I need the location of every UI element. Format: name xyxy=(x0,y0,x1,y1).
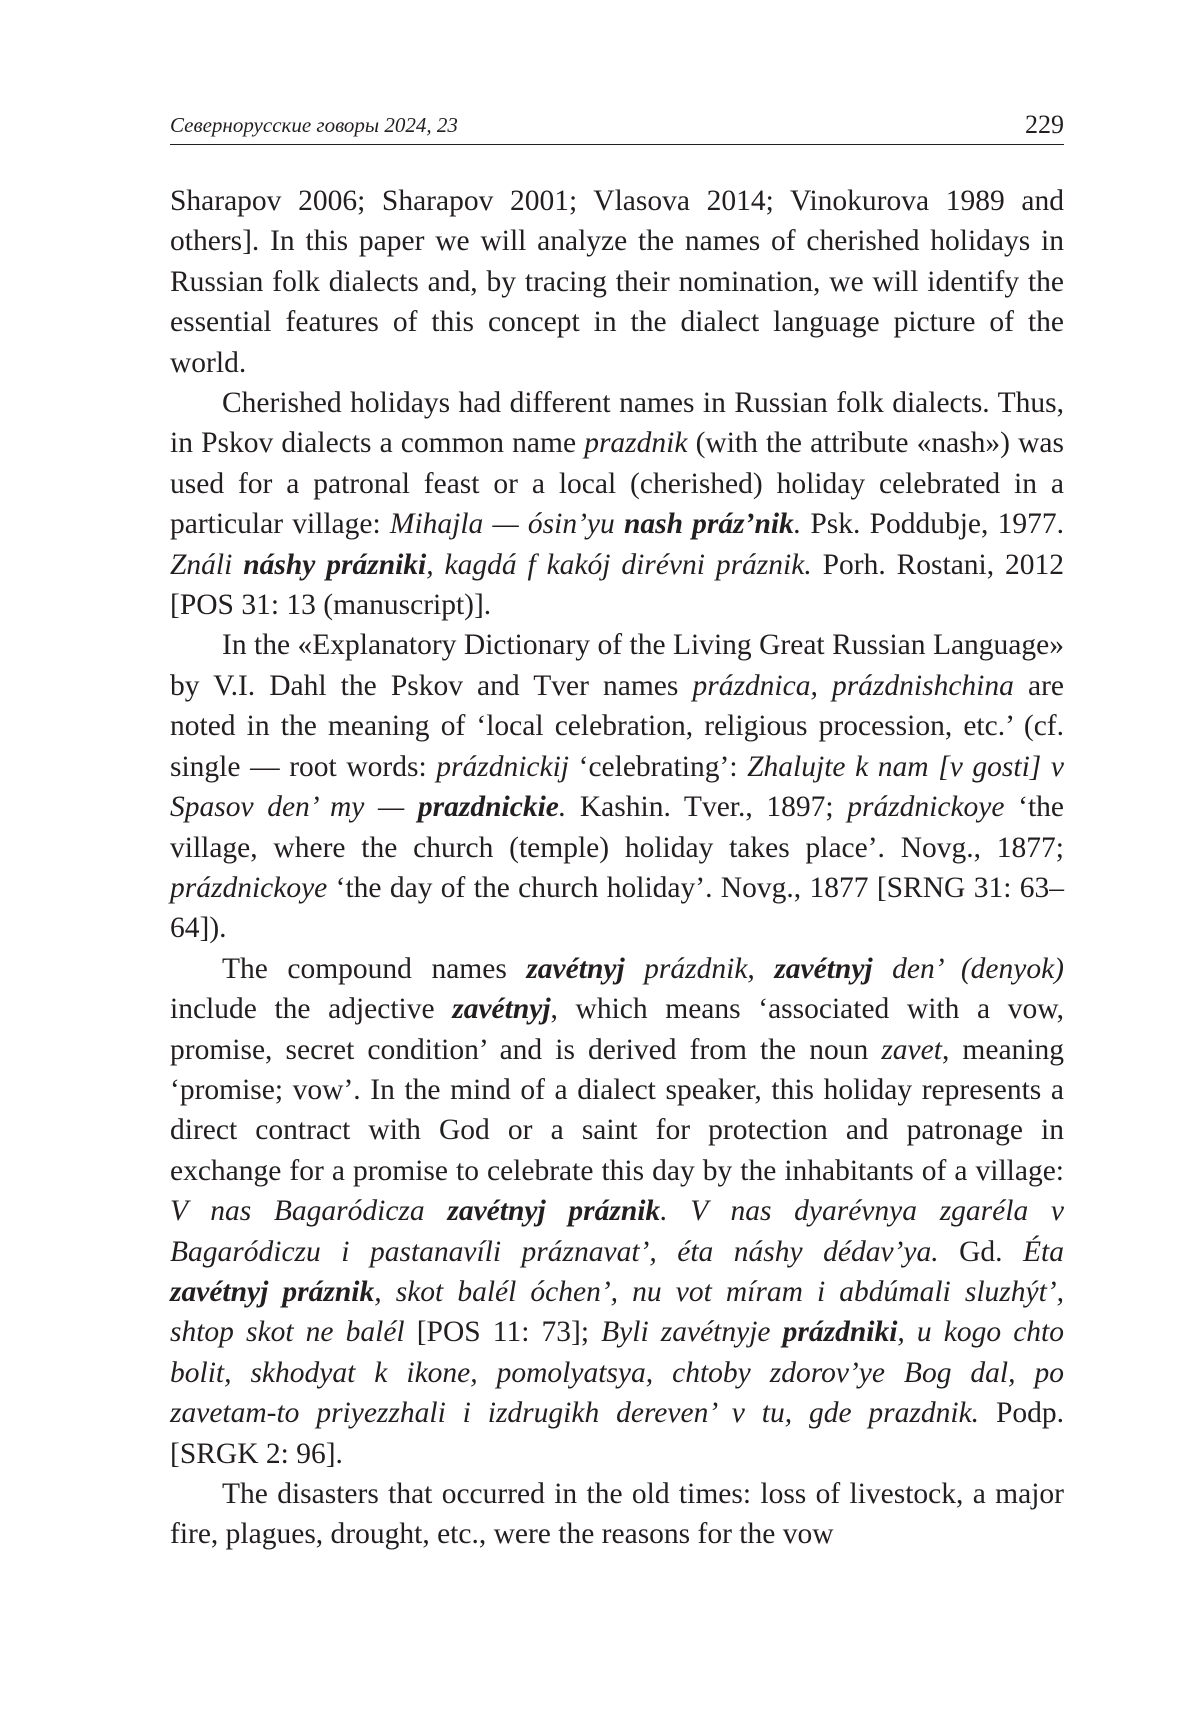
body-text xyxy=(170,181,1064,1555)
italic-run: Zhalujte k nam [v gosti] v Spasov den’ my — xyxy=(170,750,1064,824)
italic-run: prazdnik xyxy=(584,427,688,460)
text-run: Sharapov 2006; Sharapov 2001; Vlasova 2014; Vinokurova 1989 and others]. In this paper we will analyze the names of cherished holidays in Russian folk dialects and, by tracing their nomination, we will identify the essential features of this concept in the dialect language picture of the world. xyxy=(170,185,1064,379)
italic-run: , u kogo chto bolit, skhodyat k ikone, pomolyatsya, chtoby zdorov’ye Bog dal, po zavetam-to priyezzhali i izdrugikh dereven’ v tu, gde prazdnik. xyxy=(170,1316,1064,1430)
italic-run: prázdnickoye xyxy=(847,791,1005,824)
italic-run: den’ (denyok) xyxy=(872,952,1064,985)
text-run: The compound names xyxy=(222,952,527,985)
text-run: , which means ‘associated with a vow, promise, secret condition’ and is derived from the noun xyxy=(170,993,1064,1066)
italic-run: prázdnica, prázdnishchina xyxy=(692,669,1014,702)
italic-run: V nas Bagaródicza xyxy=(170,1195,448,1228)
bold-italic-run: zavétnyj xyxy=(774,952,873,985)
italic-run: zavet xyxy=(881,1033,942,1066)
text-run: Cherished holidays had different names in Russian folk dialects. Thus, in Pskov dialects a common name xyxy=(170,387,1064,460)
italic-run: , kagdá f kakój dirévni práznik. xyxy=(426,548,812,581)
bold-italic-run: zavétnyj xyxy=(526,952,625,985)
paragraph xyxy=(170,625,1064,948)
bold-italic-run: zavétnyj práznik xyxy=(170,1275,375,1308)
bold-italic-run: zavétnyj práznik xyxy=(447,1195,661,1228)
paragraph xyxy=(170,181,1064,383)
text-run: In the «Explanatory Dictionary of the Living Great Russian Language» by V.I. Dahl the Pskov and Tver names xyxy=(170,629,1064,702)
running-head xyxy=(170,104,1064,145)
italic-run: Éta xyxy=(1023,1235,1064,1268)
page-number: 229 xyxy=(1025,110,1064,139)
paragraph xyxy=(170,1474,1064,1555)
bold-italic-run: nash práz’nik xyxy=(623,508,794,541)
italic-run: Mihajla — ósin’yu xyxy=(389,508,624,541)
text-run: The disasters that occurred in the old times: loss of livestock, a major fire, plagues, drought, etc., were the reasons for the vow xyxy=(170,1478,1064,1551)
italic-run: Byli zavétnyje xyxy=(601,1316,783,1349)
text-run: are noted in the meaning of ‘local celebration, religious procession, etc.’ (cf. single — root words: xyxy=(170,669,1064,783)
text-run: , meaning ‘promise; vow’. In the mind of a dialect speaker, this holiday represents a direct contract with God or a saint for protection and patronage in exchange for a promise to celebrate this day by the inhabitants of a village: xyxy=(170,1033,1064,1187)
bold-italic-run: náshy prázniki xyxy=(243,548,427,581)
italic-run: prázdnik, xyxy=(624,952,775,985)
paragraph xyxy=(170,949,1064,1474)
italic-run: . V nas dyarévnya zgaréla v Bagaródiczu i pastanavíli práznavat’, éta náshy dédav’ya. xyxy=(170,1195,1064,1268)
bold-italic-run: zavétnyj xyxy=(452,993,551,1026)
text-run: Gd. xyxy=(938,1235,1024,1268)
italic-run: Ználi xyxy=(170,548,244,581)
journal-title: Севернорусские говоры 2024, 23 xyxy=(170,113,458,137)
bold-italic-run: prázdniki xyxy=(782,1316,898,1349)
text-run: Podp. [SRGK 2: 96]. xyxy=(170,1397,1064,1470)
text-run: Kashin. Tver., 1897; xyxy=(566,791,848,824)
text-run: ‘celebrating’: xyxy=(569,750,748,783)
text-run: ‘the day of the church holiday’. Novg., 1877 [SRNG 31: 63–64]). xyxy=(170,871,1064,945)
paragraph xyxy=(170,383,1064,625)
italic-run: prázdnickij xyxy=(436,750,570,783)
text-run: Porh. Rostani, 2012 [POS 31: 13 (manuscript)]. xyxy=(170,548,1065,622)
italic-run: , skot balél óchen’, nu vot míram i abdúmali sluzhýt’, shtop skot ne balél xyxy=(170,1275,1064,1349)
italic-run: prázdnickoye xyxy=(170,871,328,904)
bold-italic-run: prazdnickie xyxy=(417,791,559,824)
text-run: Psk. Poddubje, 1977. xyxy=(801,508,1064,541)
text-run: [POS 11: 73]; xyxy=(404,1316,602,1349)
italic-run: . xyxy=(558,791,567,824)
text-run: ‘the village, where the church (temple) holiday takes place’. Novg., 1877; xyxy=(170,791,1065,864)
text-run: (with the attribute «nash») was used for a patronal feast or a local (cherished) holiday celebrated in a particular village: xyxy=(170,427,1064,541)
text-run: include the adjective xyxy=(170,993,453,1026)
italic-run: . xyxy=(793,508,802,541)
